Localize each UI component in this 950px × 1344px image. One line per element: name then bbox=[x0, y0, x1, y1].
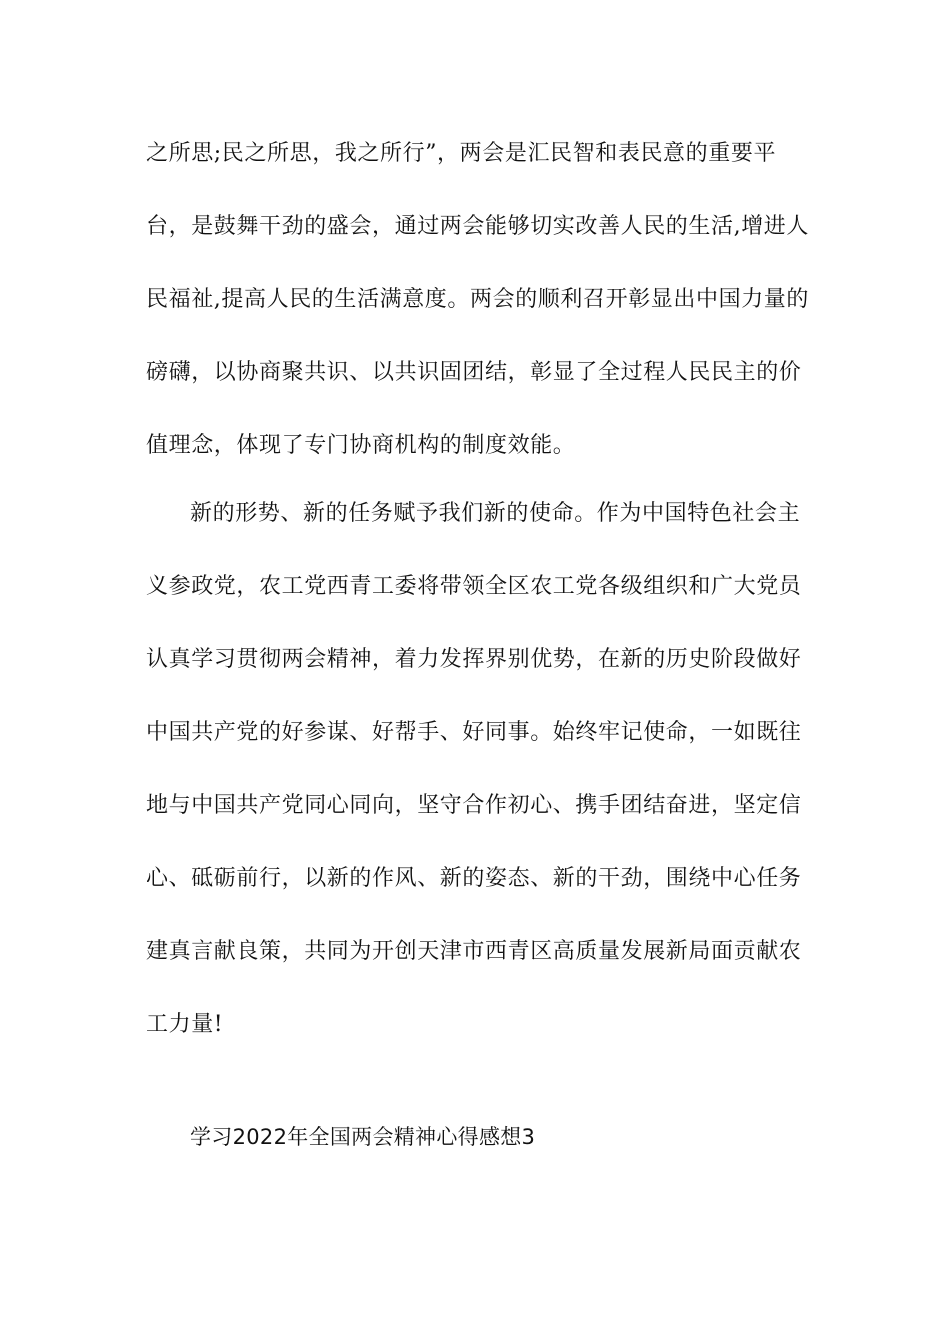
text-line: 台，是鼓舞干劲的盛会，通过两会能够切实改善人民的生活,增进人 bbox=[146, 214, 809, 239]
text-line: 民福祉,提高人民的生活满意度。两会的顺利召开彰显出中国力量的 bbox=[146, 287, 809, 312]
text-line: 磅礴，以协商聚共识、以共识固团结，彰显了全过程人民民主的价 bbox=[146, 360, 802, 385]
text-line: 义参政党，农工党西青工委将带领全区农工党各级组织和广大党员 bbox=[146, 574, 802, 599]
section-heading: 学习2022年全国两会精神心得感想3 bbox=[190, 1125, 536, 1149]
text-line: 建真言献良策，共同为开创天津市西青区高质量发展新局面贡献农 bbox=[146, 939, 802, 964]
text-line: 新的形势、新的任务赋予我们新的使命。作为中国特色社会主 bbox=[190, 501, 801, 526]
text-line: 工力量! bbox=[146, 1012, 224, 1037]
text-line: 心、砥砺前行，以新的作风、新的姿态、新的干劲，围绕中心任务 bbox=[146, 866, 802, 891]
text-line: 值理念，体现了专门协商机构的制度效能。 bbox=[146, 433, 576, 458]
text-line: 地与中国共产党同心同向，坚守合作初心、携手团结奋进，坚定信 bbox=[146, 793, 802, 818]
text-line: 中国共产党的好参谋、好帮手、好同事。始终牢记使命，一如既往 bbox=[146, 720, 802, 745]
text-line: 之所思;民之所思，我之所行”，两会是汇民智和表民意的重要平 bbox=[146, 141, 777, 166]
text-line: 认真学习贯彻两会精神，着力发挥界别优势，在新的历史阶段做好 bbox=[146, 647, 802, 672]
